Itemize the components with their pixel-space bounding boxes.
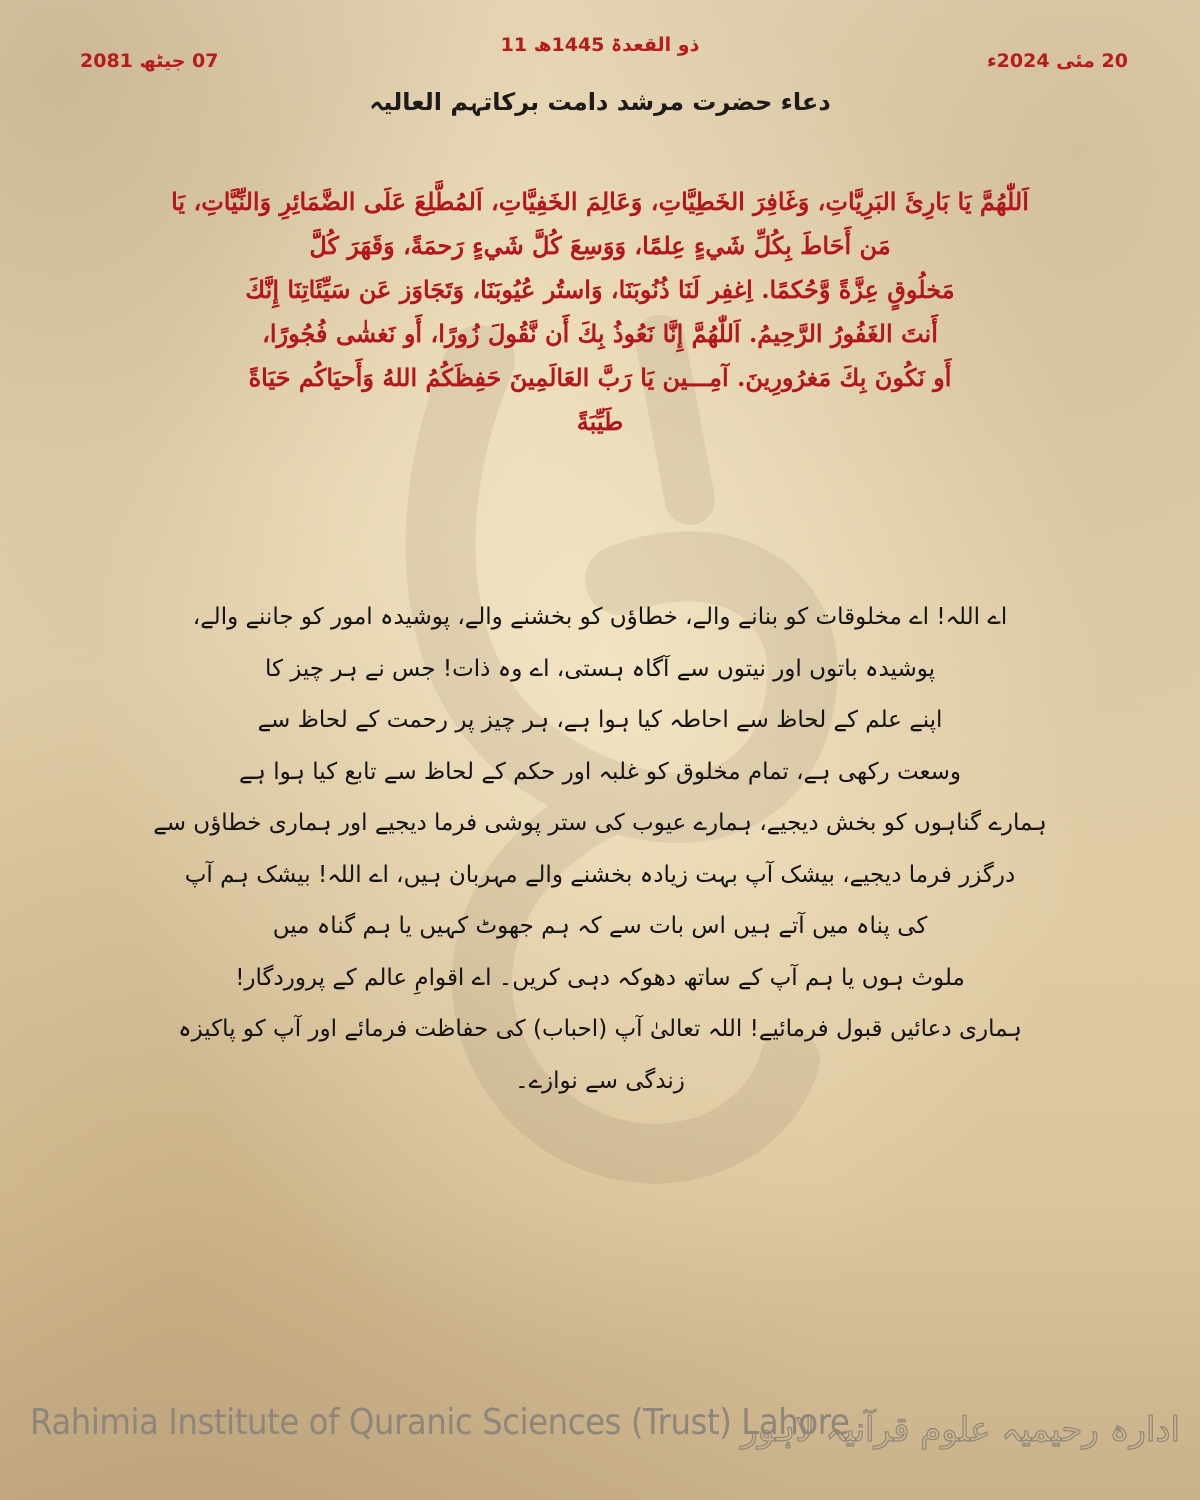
arabic-dua-line: أَو نَكُونَ بِكَ مَغرُورِينَ. آمِـــين يَا رَبَّ العَالَمِينَ حَفِظَكُمُ اللهُ وَأَحيَاكُم حَيَاةً <box>248 363 952 392</box>
hijri-date: 11 ذو القعدۃ 1445ھ <box>500 34 700 56</box>
urdu-translation-line: ملوث ہوں یا ہم آپ کے ساتھ دھوکہ دہی کریں۔ اے اقوامِ عالم کے پروردگار! <box>235 964 965 991</box>
urdu-translation <box>110 592 1090 1107</box>
urdu-translation-line: ہماری دعائیں قبول فرمائیے! اللہ تعالیٰ آپ (احباب) کی حفاظت فرمائے اور آپ کو پاکیزہ <box>178 1016 1022 1042</box>
urdu-translation-line: اے اللہ! اے مخلوقات کو بنانے والے، خطاؤں کو بخشنے والے، پوشیدہ امور کو جاننے والے، <box>192 604 1008 630</box>
arabic-dua-line: مَخلُوقٍ عِزَّةً وَّحُكمًا. اِغفِر لَنَا ذُنُوبَنَا، وَاستُر عُيُوبَنَا، وَتَجَاوَز عَن سَيِّئَاتِنَا إِنَّكَ <box>245 275 955 304</box>
urdu-translation-line: ہمارے گناہوں کو بخش دیجیے، ہمارے عیوب کی ستر پوشی فرما دیجیے اور ہماری خطاؤں سے <box>153 810 1047 836</box>
arabic-dua-line: اَللّٰهُمَّ يَا بَارِئَ البَرِيَّاتِ، وَغَافِرَ الخَطِيَّاتِ، وَعَالِمَ الخَفِيَّاتِ، اَلمُطَّلِعَ عَلَى الضَّمَائِرِ وَالنِّيَّاتِ، يَا <box>171 187 1029 216</box>
arabic-dua-line: مَن أَحَاطَ بِكُلِّ شَيءٍ عِلمًا، وَوَسِعَ كُلَّ شَيءٍ رَحمَةً، وَقَهَرَ كُلَّ <box>309 231 891 260</box>
urdu-translation-line: کی پناہ میں آتے ہیں اس بات سے کہ ہم جھوٹ کہیں یا ہم گناہ میں <box>272 913 928 939</box>
institute-logo-calligraphy: ادارہ رحیمیہ علوم قرآنیہ لاہور <box>741 1410 1180 1450</box>
arabic-dua-line: أَنتَ الغَفُورُ الرَّحِيمُ. اَللّٰهُمَّ إِنَّا نَعُوذُ بِكَ أَن نَّقُولَ زُورًا، أَو نَغشٰى فُجُورًا، <box>262 319 938 348</box>
urdu-translation-line: پوشیدہ باتوں اور نیتوں سے آگاہ ہستی، اے وہ ذات! جس نے ہر چیز کا <box>264 655 936 682</box>
urdu-translation-line: اپنے علم کے لحاظ سے احاطہ کیا ہوا ہے، ہر چیز پر رحمت کے لحاظ سے <box>257 707 943 733</box>
gregorian-date: 20 مئی 2024ء <box>986 50 1128 72</box>
institute-name: Rahimia Institute of Quranic Sciences (Trust) Lahore <box>30 1402 850 1443</box>
urdu-translation-line: زندگی سے نوازے۔ <box>515 1067 685 1094</box>
urdu-translation-line: وسعت رکھی ہے، تمام مخلوق کو غلبہ اور حکم کے لحاظ سے تابع کیا ہوا ہے <box>238 758 962 785</box>
urdu-translation-line: درگزر فرما دیجیے، بیشک آپ بہت زیادہ بخشنے والے مہربان ہیں، اے اللہ! بیشک ہم آپ <box>184 861 1016 888</box>
page-title: دعاء حضرت مرشد دامت برکاتہم العالیہ <box>369 88 831 116</box>
arabic-dua <box>100 180 1100 444</box>
arabic-dua-line: طَيِّبَةً <box>576 407 624 436</box>
bikrami-date: 07 جیٹھ 2081 <box>80 50 219 72</box>
